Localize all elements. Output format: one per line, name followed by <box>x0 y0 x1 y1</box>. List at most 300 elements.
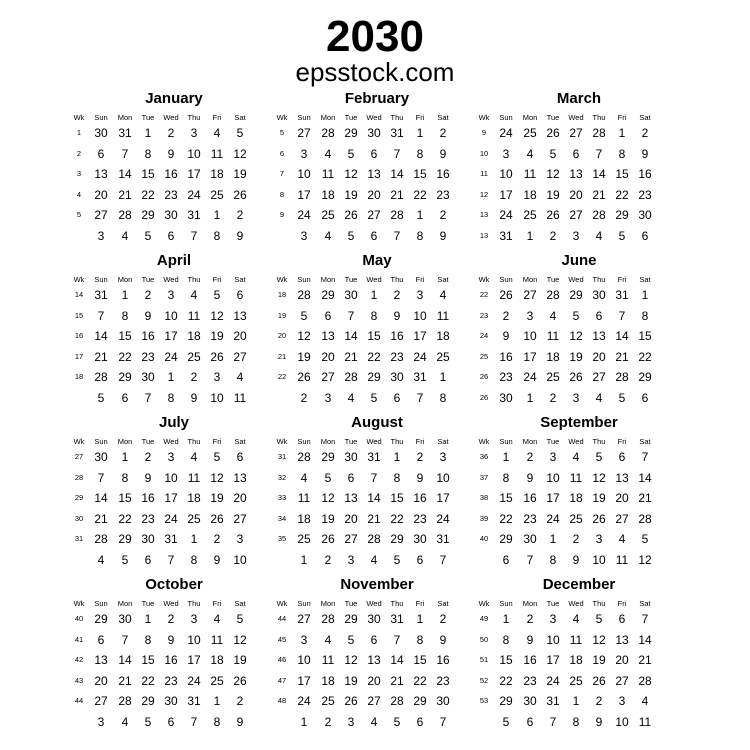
day-cell: 10 <box>210 390 224 405</box>
week-number: 29 <box>74 493 84 502</box>
day-cell: 1 <box>121 288 129 302</box>
day-cell: 29 <box>321 450 335 464</box>
day-cell: 5 <box>347 632 355 647</box>
day-cell: 17 <box>499 187 513 202</box>
day-cell: 5 <box>213 288 221 302</box>
month-march <box>478 90 674 250</box>
day-cell: 11 <box>523 167 537 181</box>
day-cell: 3 <box>190 126 198 140</box>
day-cell: 9 <box>416 470 424 485</box>
day-cell: 7 <box>439 714 447 729</box>
week-number: 2 <box>76 148 82 158</box>
month-october <box>73 576 269 736</box>
day-cell: 13 <box>233 470 247 485</box>
week-number: 18 <box>277 290 287 299</box>
weekday-header: Sun <box>94 113 108 122</box>
day-cell: 20 <box>592 349 606 364</box>
day-cell: 3 <box>213 370 221 384</box>
day-cell: 3 <box>416 288 424 302</box>
day-cell: 9 <box>190 390 198 405</box>
week-number: 26 <box>479 392 489 402</box>
day-cell: 4 <box>641 694 649 708</box>
day-cell: 28 <box>94 532 108 546</box>
day-cell: 11 <box>210 146 224 161</box>
month-june <box>478 252 674 412</box>
day-cell: 29 <box>141 694 155 708</box>
day-cell: 24 <box>546 673 560 688</box>
month-may <box>276 252 472 412</box>
day-cell: 1 <box>213 208 221 222</box>
day-cell: 9 <box>213 552 221 567</box>
week-number: 23 <box>479 310 489 320</box>
day-cell: 25 <box>523 208 537 222</box>
day-cell: 23 <box>436 673 450 688</box>
day-cell: 29 <box>94 612 108 626</box>
day-cell: 27 <box>615 673 629 688</box>
day-cell: 3 <box>572 390 580 405</box>
day-cell: 29 <box>367 370 381 384</box>
day-cell: 3 <box>324 390 332 405</box>
day-cell: 4 <box>121 228 129 243</box>
day-cell: 10 <box>592 552 606 567</box>
week-number: 14 <box>74 290 84 299</box>
day-cell: 17 <box>413 329 427 343</box>
day-cell: 6 <box>121 390 129 405</box>
day-cell: 12 <box>638 552 652 567</box>
day-cell: 21 <box>390 187 404 202</box>
day-cell: 27 <box>615 511 629 526</box>
day-cell: 5 <box>595 450 603 464</box>
day-cell: 4 <box>324 146 332 161</box>
day-cell: 5 <box>236 612 244 626</box>
weekday-header: Fri <box>212 113 222 122</box>
day-cell: 4 <box>213 126 221 140</box>
day-cell: 14 <box>94 329 108 343</box>
weekday-header: Wed <box>366 113 382 122</box>
weekday-header: Wed <box>568 437 584 446</box>
day-cell: 26 <box>592 511 606 526</box>
day-cell: 29 <box>499 532 513 546</box>
day-cell: 21 <box>344 349 358 364</box>
day-cell: 16 <box>141 329 155 343</box>
day-cell: 30 <box>344 450 358 464</box>
day-cell: 8 <box>190 552 198 567</box>
day-cell: 28 <box>592 208 606 222</box>
day-cell: 17 <box>546 653 560 667</box>
day-cell: 9 <box>236 714 244 729</box>
week-number-header: Wk <box>478 275 490 284</box>
day-cell: 5 <box>121 552 129 567</box>
day-cell: 5 <box>347 228 355 243</box>
day-cell: 25 <box>321 208 335 222</box>
day-cell: 7 <box>618 308 626 323</box>
day-cell: 16 <box>523 491 537 505</box>
day-cell: 6 <box>167 714 175 729</box>
day-cell: 8 <box>144 632 152 647</box>
day-cell: 5 <box>393 552 401 567</box>
day-cell: 5 <box>393 714 401 729</box>
day-cell: 2 <box>549 228 557 243</box>
day-cell: 19 <box>233 653 247 667</box>
day-cell: 1 <box>416 126 424 140</box>
weekday-header: Wed <box>163 599 179 608</box>
day-cell: 5 <box>549 146 557 161</box>
day-cell: 8 <box>144 146 152 161</box>
week-number-header: Wk <box>73 113 85 122</box>
day-cell: 3 <box>300 146 308 161</box>
day-cell: 18 <box>187 491 201 505</box>
day-cell: 2 <box>595 694 603 708</box>
day-cell: 2 <box>439 612 447 626</box>
week-number-header: Wk <box>73 599 85 608</box>
day-cell: 18 <box>187 329 201 343</box>
day-cell: 25 <box>297 532 311 546</box>
day-cell: 19 <box>344 187 358 202</box>
day-cell: 7 <box>526 552 534 567</box>
week-number: 44 <box>277 614 287 623</box>
month-name: September <box>540 414 618 431</box>
day-cell: 21 <box>638 491 652 505</box>
day-cell: 31 <box>390 126 404 140</box>
day-cell: 11 <box>210 632 224 647</box>
day-cell: 1 <box>167 370 175 384</box>
weekday-header: Thu <box>592 113 606 122</box>
weekday-header: Tue <box>141 113 155 122</box>
day-cell: 3 <box>97 714 105 729</box>
day-cell: 29 <box>344 126 358 140</box>
day-cell: 18 <box>436 329 450 343</box>
day-cell: 8 <box>439 390 447 405</box>
month-name: January <box>145 90 203 107</box>
day-cell: 23 <box>436 187 450 202</box>
day-cell: 20 <box>615 491 629 505</box>
weekday-header: Sat <box>437 275 449 284</box>
day-cell: 28 <box>390 694 404 708</box>
day-cell: 7 <box>416 390 424 405</box>
week-number-header: Wk <box>73 275 85 284</box>
day-cell: 21 <box>638 653 652 667</box>
day-cell: 8 <box>502 632 510 647</box>
day-cell: 27 <box>344 532 358 546</box>
week-number: 13 <box>479 210 489 219</box>
day-cell: 8 <box>393 470 401 485</box>
day-cell: 29 <box>615 208 629 222</box>
day-cell: 25 <box>210 187 224 202</box>
weekday-header: Thu <box>187 275 201 284</box>
month-january <box>73 90 269 250</box>
day-cell: 17 <box>546 491 560 505</box>
week-number: 13 <box>479 230 489 240</box>
day-cell: 24 <box>499 126 513 140</box>
day-cell: 6 <box>97 632 105 647</box>
day-cell: 10 <box>164 470 178 485</box>
weekday-header: Tue <box>546 113 560 122</box>
day-cell: 17 <box>297 673 311 688</box>
day-cell: 25 <box>436 349 450 364</box>
day-cell: 30 <box>164 208 178 222</box>
day-cell: 15 <box>413 167 427 181</box>
day-cell: 1 <box>121 450 129 464</box>
weekday-header: Mon <box>522 599 538 608</box>
day-cell: 24 <box>546 511 560 526</box>
day-cell: 23 <box>141 511 155 526</box>
week-number: 7 <box>279 169 285 178</box>
weekday-header: Wed <box>568 599 584 608</box>
day-cell: 22 <box>499 511 513 526</box>
day-cell: 1 <box>144 126 152 140</box>
day-cell: 30 <box>638 208 652 222</box>
day-cell: 8 <box>416 228 424 243</box>
day-cell: 11 <box>569 632 583 647</box>
weekday-header: Wed <box>163 437 179 446</box>
day-cell: 2 <box>439 208 447 222</box>
weekday-header: Mon <box>117 275 133 284</box>
day-cell: 24 <box>523 370 537 384</box>
day-cell: 1 <box>526 390 534 405</box>
day-cell: 7 <box>641 612 649 626</box>
day-cell: 2 <box>213 532 221 546</box>
weekday-header: Sat <box>437 113 449 122</box>
day-cell: 10 <box>164 308 178 323</box>
day-cell: 26 <box>499 288 513 302</box>
month-name: November <box>340 576 414 593</box>
day-cell: 15 <box>615 167 629 181</box>
day-cell: 1 <box>416 208 424 222</box>
day-cell: 9 <box>167 146 175 161</box>
day-cell: 5 <box>618 228 626 243</box>
day-cell: 16 <box>436 167 450 181</box>
weekday-header: Thu <box>592 437 606 446</box>
day-cell: 17 <box>436 491 450 505</box>
weekday-header: Fri <box>212 437 222 446</box>
week-number: 30 <box>74 513 84 523</box>
day-cell: 5 <box>641 532 649 546</box>
week-number: 49 <box>479 614 489 623</box>
day-cell: 23 <box>164 673 178 688</box>
day-cell: 6 <box>416 714 424 729</box>
day-cell: 2 <box>300 390 308 405</box>
day-cell: 6 <box>641 390 649 405</box>
day-cell: 24 <box>297 208 311 222</box>
day-cell: 30 <box>344 288 358 302</box>
day-cell: 8 <box>572 714 580 729</box>
month-name: August <box>351 414 403 431</box>
day-cell: 21 <box>94 511 108 526</box>
weekday-header: Fri <box>617 275 627 284</box>
day-cell: 2 <box>393 288 401 302</box>
day-cell: 3 <box>190 612 198 626</box>
weekday-header: Fri <box>415 599 425 608</box>
day-cell: 19 <box>569 349 583 364</box>
weekday-header: Wed <box>163 275 179 284</box>
weekday-header: Tue <box>344 437 358 446</box>
day-cell: 13 <box>615 632 629 647</box>
week-number: 9 <box>279 210 285 219</box>
day-cell: 22 <box>499 673 513 688</box>
day-cell: 22 <box>390 511 404 526</box>
day-cell: 31 <box>367 450 381 464</box>
weekday-header: Fri <box>415 437 425 446</box>
day-cell: 20 <box>94 673 108 688</box>
day-cell: 4 <box>549 308 557 323</box>
day-cell: 7 <box>347 308 355 323</box>
day-cell: 5 <box>144 714 152 729</box>
day-cell: 11 <box>187 470 201 485</box>
day-cell: 15 <box>413 653 427 667</box>
day-cell: 3 <box>347 552 355 567</box>
weekday-header: Sat <box>639 437 651 446</box>
day-cell: 27 <box>233 349 247 364</box>
weekday-header: Mon <box>522 275 538 284</box>
day-cell: 30 <box>141 370 155 384</box>
day-cell: 18 <box>569 653 583 667</box>
day-cell: 17 <box>297 187 311 202</box>
weekday-header: Fri <box>415 275 425 284</box>
week-number: 28 <box>74 472 84 482</box>
day-cell: 6 <box>370 228 378 243</box>
day-cell: 6 <box>595 308 603 323</box>
day-cell: 9 <box>641 146 649 161</box>
day-cell: 26 <box>210 511 224 526</box>
day-cell: 4 <box>324 228 332 243</box>
day-cell: 21 <box>118 673 132 688</box>
day-cell: 6 <box>370 146 378 161</box>
day-cell: 22 <box>367 349 381 364</box>
week-number: 8 <box>279 189 285 199</box>
day-cell: 4 <box>324 632 332 647</box>
day-cell: 6 <box>526 714 534 729</box>
day-cell: 31 <box>499 228 513 243</box>
day-cell: 16 <box>436 653 450 667</box>
day-cell: 4 <box>236 370 244 384</box>
day-cell: 24 <box>187 673 201 688</box>
day-cell: 3 <box>526 308 534 323</box>
day-cell: 28 <box>638 673 652 688</box>
day-cell: 28 <box>297 450 311 464</box>
day-cell: 30 <box>436 694 450 708</box>
weekday-header: Fri <box>617 599 627 608</box>
day-cell: 24 <box>499 208 513 222</box>
day-cell: 12 <box>546 167 560 181</box>
day-cell: 14 <box>390 653 404 667</box>
day-cell: 8 <box>618 146 626 161</box>
day-cell: 9 <box>502 329 510 343</box>
day-cell: 20 <box>94 187 108 202</box>
week-number: 10 <box>479 148 489 158</box>
weekday-header: Mon <box>320 113 336 122</box>
day-cell: 31 <box>413 370 427 384</box>
day-cell: 13 <box>615 470 629 485</box>
month-name: April <box>156 252 192 269</box>
week-number: 4 <box>76 189 82 199</box>
week-number: 48 <box>277 696 287 705</box>
weekday-header: Fri <box>617 437 627 446</box>
week-number: 51 <box>479 655 489 664</box>
day-cell: 5 <box>97 390 105 405</box>
day-cell: 24 <box>413 349 427 364</box>
day-cell: 9 <box>439 228 447 243</box>
week-number: 18 <box>74 372 84 381</box>
day-cell: 9 <box>144 308 152 323</box>
month-april <box>73 252 269 412</box>
day-cell: 1 <box>618 126 626 140</box>
day-cell: 9 <box>595 714 603 729</box>
day-cell: 13 <box>344 491 358 505</box>
day-cell: 8 <box>167 390 175 405</box>
weekday-header: Tue <box>344 113 358 122</box>
weekday-header: Thu <box>592 599 606 608</box>
weekday-header: Sat <box>639 275 651 284</box>
weekday-header: Mon <box>320 437 336 446</box>
weekday-header: Sun <box>499 599 513 608</box>
day-cell: 30 <box>523 694 537 708</box>
day-cell: 24 <box>187 187 201 202</box>
day-cell: 28 <box>592 126 606 140</box>
day-cell: 28 <box>118 694 132 708</box>
day-cell: 25 <box>321 694 335 708</box>
day-cell: 26 <box>233 673 247 688</box>
week-number: 31 <box>277 452 287 461</box>
day-cell: 7 <box>439 552 447 567</box>
day-cell: 1 <box>190 532 198 546</box>
day-cell: 28 <box>94 370 108 384</box>
day-cell: 18 <box>297 511 311 526</box>
week-number-header: Wk <box>276 599 288 608</box>
day-cell: 30 <box>592 288 606 302</box>
day-cell: 5 <box>324 470 332 485</box>
day-cell: 15 <box>141 167 155 181</box>
day-cell: 12 <box>233 632 247 647</box>
day-cell: 1 <box>641 288 649 302</box>
weekday-header: Wed <box>366 437 382 446</box>
weekday-header: Sun <box>297 113 311 122</box>
day-cell: 31 <box>187 694 201 708</box>
day-cell: 7 <box>97 470 105 485</box>
weekday-header: Sun <box>499 437 513 446</box>
day-cell: 30 <box>499 390 513 405</box>
week-number: 47 <box>277 675 287 685</box>
day-cell: 19 <box>297 349 311 364</box>
weekday-header: Sat <box>437 599 449 608</box>
day-cell: 4 <box>190 288 198 302</box>
week-number-header: Wk <box>73 437 85 446</box>
day-cell: 30 <box>413 532 427 546</box>
day-cell: 2 <box>144 288 152 302</box>
day-cell: 26 <box>569 370 583 384</box>
day-cell: 11 <box>436 308 450 323</box>
day-cell: 17 <box>164 491 178 505</box>
week-number-header: Wk <box>276 437 288 446</box>
day-cell: 3 <box>549 612 557 626</box>
weekday-header: Thu <box>390 599 404 608</box>
day-cell: 28 <box>615 370 629 384</box>
day-cell: 23 <box>141 349 155 364</box>
day-cell: 7 <box>393 228 401 243</box>
day-cell: 1 <box>572 694 580 708</box>
day-cell: 27 <box>592 370 606 384</box>
day-cell: 26 <box>210 349 224 364</box>
day-cell: 6 <box>236 288 244 302</box>
day-cell: 5 <box>236 126 244 140</box>
day-cell: 31 <box>615 288 629 302</box>
day-cell: 18 <box>210 653 224 667</box>
day-cell: 5 <box>347 146 355 161</box>
day-cell: 2 <box>144 450 152 464</box>
day-cell: 13 <box>321 329 335 343</box>
day-cell: 1 <box>300 552 308 567</box>
day-cell: 13 <box>367 653 381 667</box>
day-cell: 7 <box>393 632 401 647</box>
